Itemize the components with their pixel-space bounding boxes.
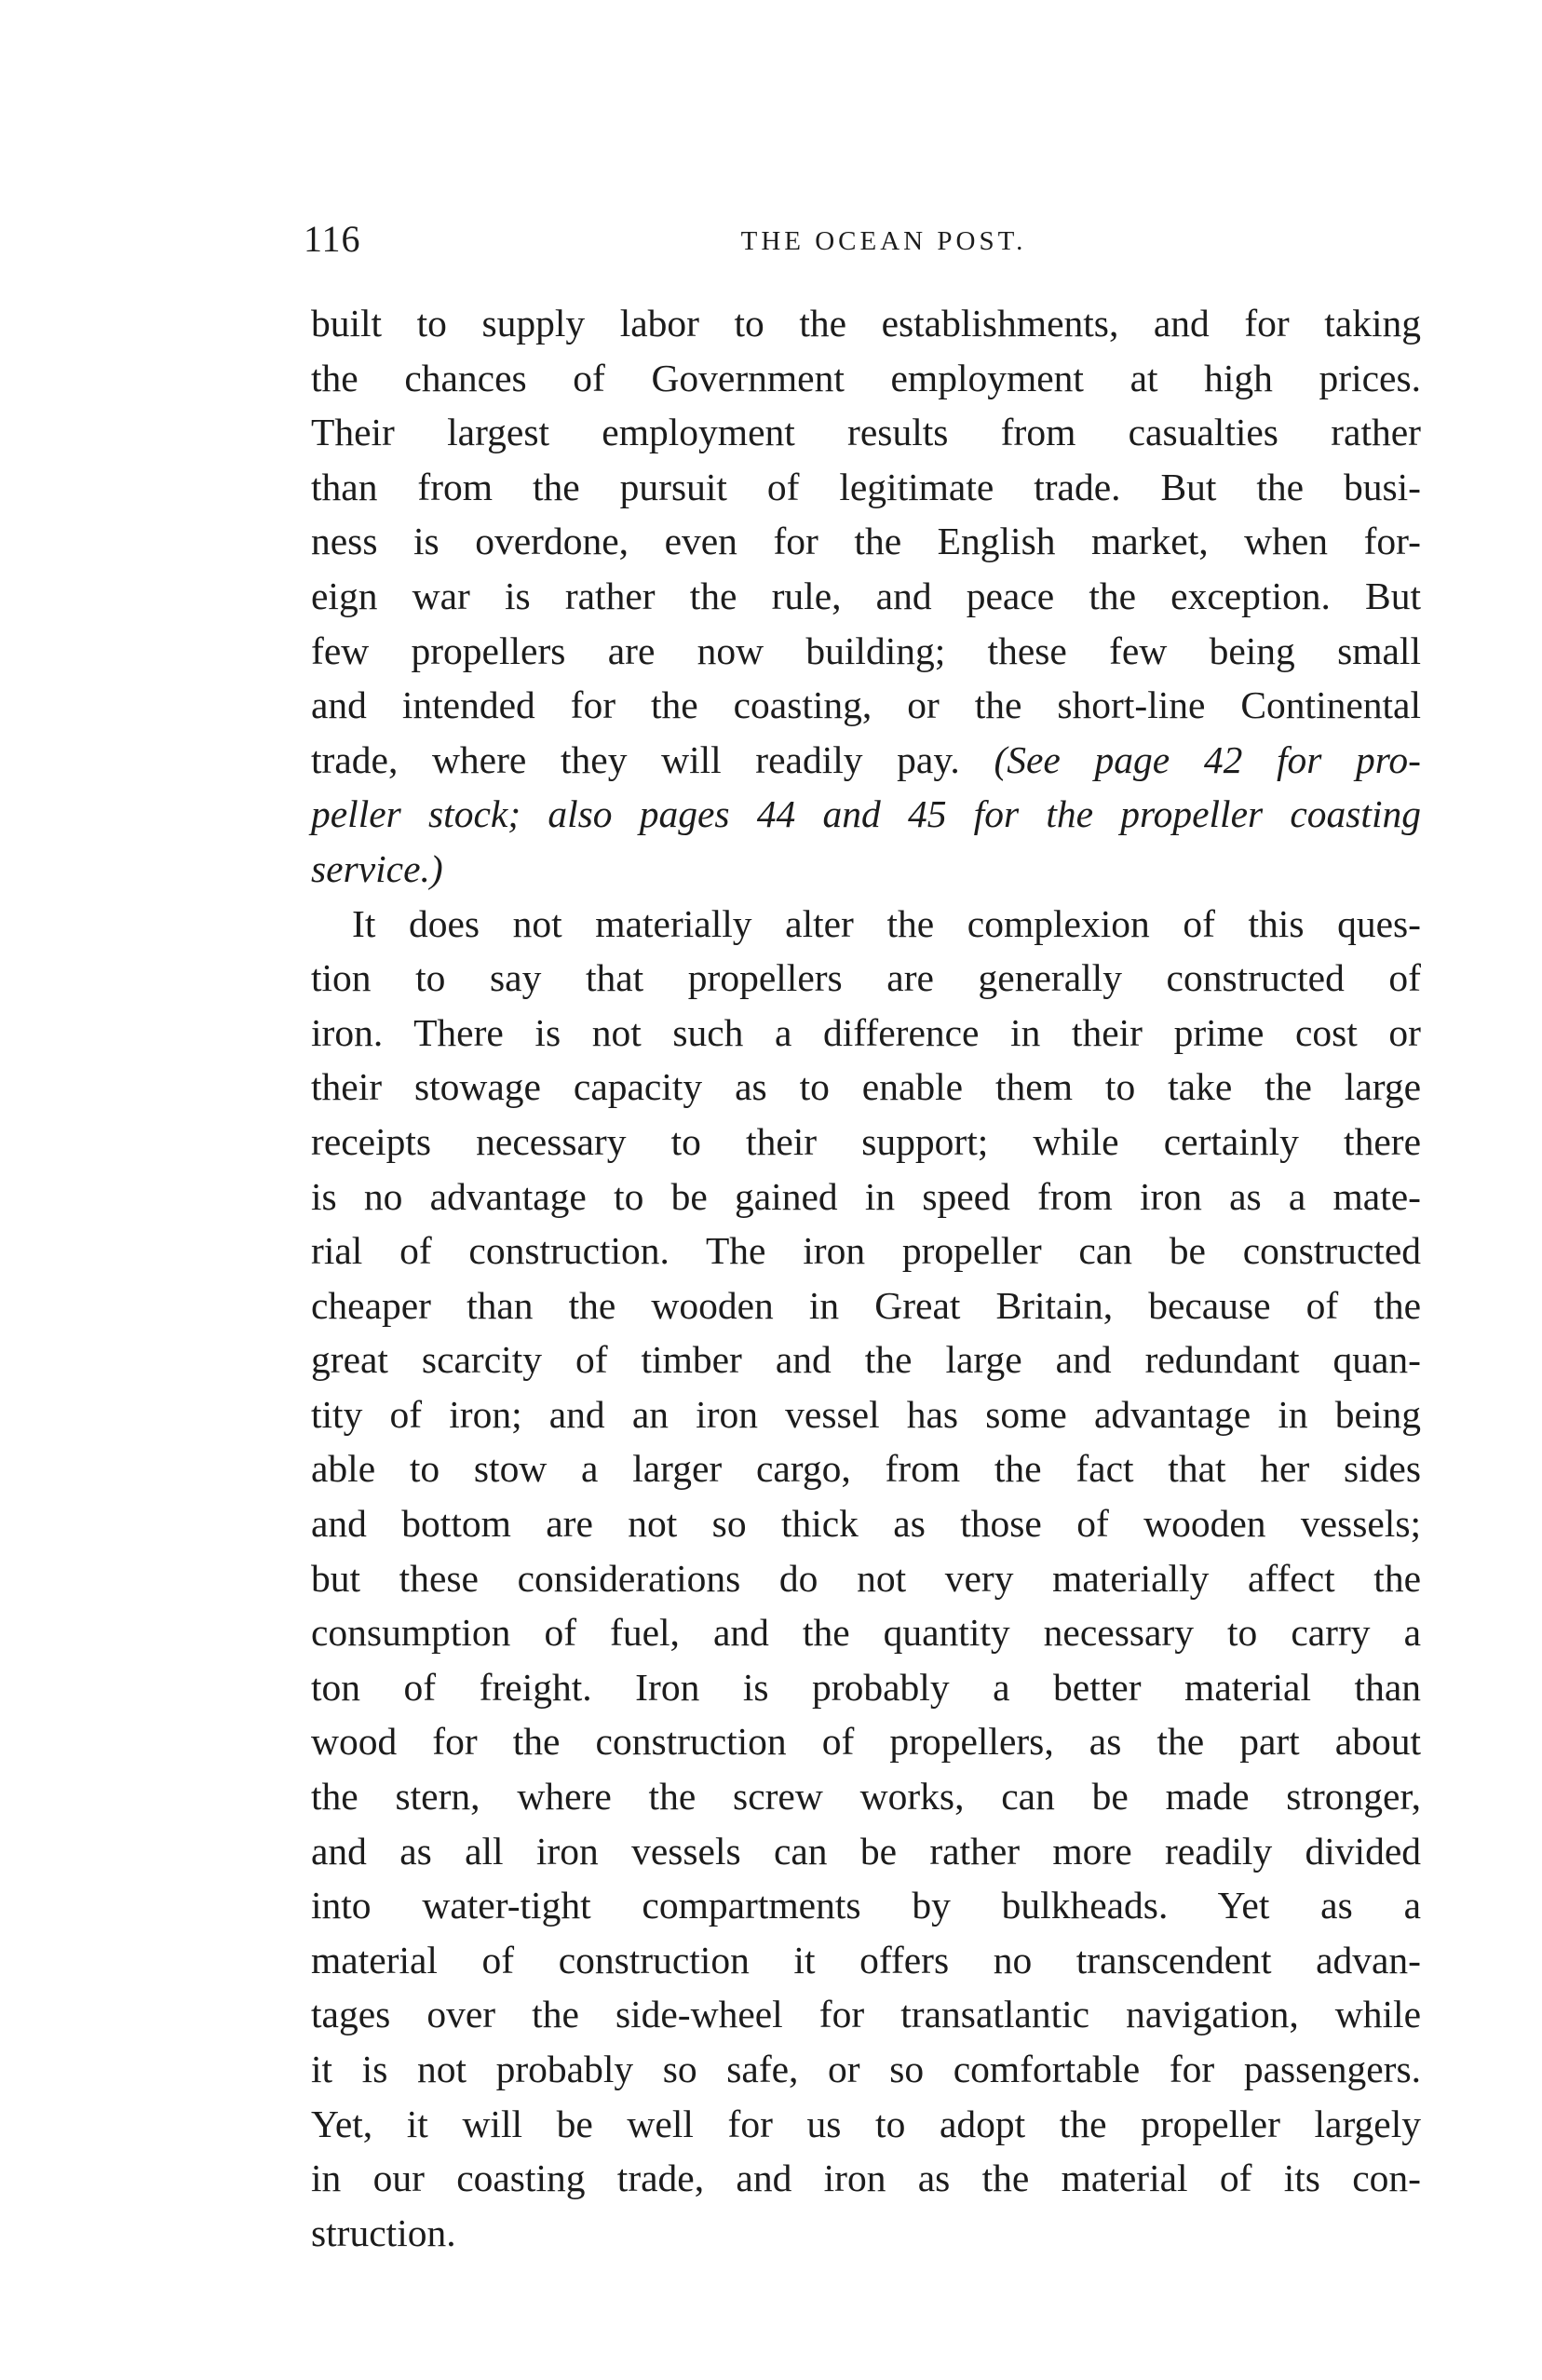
text-line: into water-tight compartments by bulkheads. Yet as a: [311, 1884, 1421, 1927]
text-line: great scarcity of timber and the large and redundant quan-: [311, 1338, 1421, 1382]
text-line: material of construction it offers no transcendent advan-: [311, 1938, 1421, 1981]
text-line: is no advantage to be gained in speed from iron as a mate-: [311, 1174, 1421, 1218]
text-line: wood for the construction of propellers, as the part about: [311, 1720, 1421, 1764]
text-line: ton of freight. Iron is probably a better material than: [311, 1665, 1421, 1709]
text-line: their stowage capacity as to enable them to take the large: [311, 1065, 1421, 1109]
text-line: built to supply labor to the establishments, and for taking: [311, 302, 1421, 345]
text-line: receipts necessary to their support; while certainly there: [311, 1119, 1421, 1163]
text-line: able to stow a larger cargo, from the fact that her sides: [311, 1447, 1421, 1491]
text-line: tages over the side-wheel for transatlantic navigation, while: [311, 1993, 1421, 2036]
text-line: but these considerations do not very materially affect the: [311, 1556, 1421, 1600]
italic-note: (See page 42 for pro-: [994, 737, 1421, 781]
text-line: the stern, where the screw works, can be made stronger,: [311, 1775, 1421, 1819]
text-line: iron. There is not such a difference in their prime cost or: [311, 1010, 1421, 1054]
page-number: 116: [304, 218, 361, 260]
text-line: and intended for the coasting, or the short-line Continental: [311, 683, 1421, 727]
text-line: struction.: [311, 2211, 456, 2254]
text-line: it is not probably so safe, or so comfortable for passengers.: [311, 2048, 1421, 2090]
text-line: the chances of Government employment at high prices.: [311, 356, 1421, 399]
text-line: eign war is rather the rule, and peace the exception. But: [311, 574, 1421, 617]
text-line: in our coasting trade, and iron as the material of its con-: [311, 2157, 1421, 2200]
text-line: and bottom are not so thick as those of wooden vessels;: [311, 1502, 1421, 1546]
body-text: [311, 296, 1421, 2260]
text-line: consumption of fuel, and the quantity necessary to carry a: [311, 1611, 1421, 1655]
text-line: [311, 733, 1421, 788]
text-segment: trade, where they will readily pay.: [311, 737, 960, 781]
text-line: Yet, it will be well for us to adopt the propeller largely: [311, 2102, 1421, 2145]
running-head: [304, 216, 1427, 263]
text-line: tion to say that propellers are generally constructed of: [311, 956, 1421, 1000]
text-line: ness is overdone, even for the English market, when for-: [311, 520, 1421, 563]
text-line: Their largest employment results from casualties rather: [311, 411, 1421, 454]
italic-note-line: service.): [311, 846, 443, 890]
text-line: tity of iron; and an iron vessel has some advantage in being: [311, 1392, 1421, 1436]
text-line: cheaper than the wooden in Great Britain, because of the: [311, 1283, 1421, 1327]
running-title: THE OCEAN POST.: [740, 226, 1027, 256]
text-line: and as all iron vessels can be rather more readily divided: [311, 1829, 1421, 1873]
text-line: than from the pursuit of legitimate trade. But the busi-: [311, 465, 1421, 508]
italic-note-line: peller stock; also pages 44 and 45 for the propeller coasting: [311, 792, 1421, 836]
text-line: few propellers are now building; these few being small: [311, 629, 1421, 672]
paragraph-first-line: It does not materially alter the complexion of this ques-: [352, 901, 1421, 945]
text-line: rial of construction. The iron propeller can be constructed: [311, 1229, 1421, 1273]
